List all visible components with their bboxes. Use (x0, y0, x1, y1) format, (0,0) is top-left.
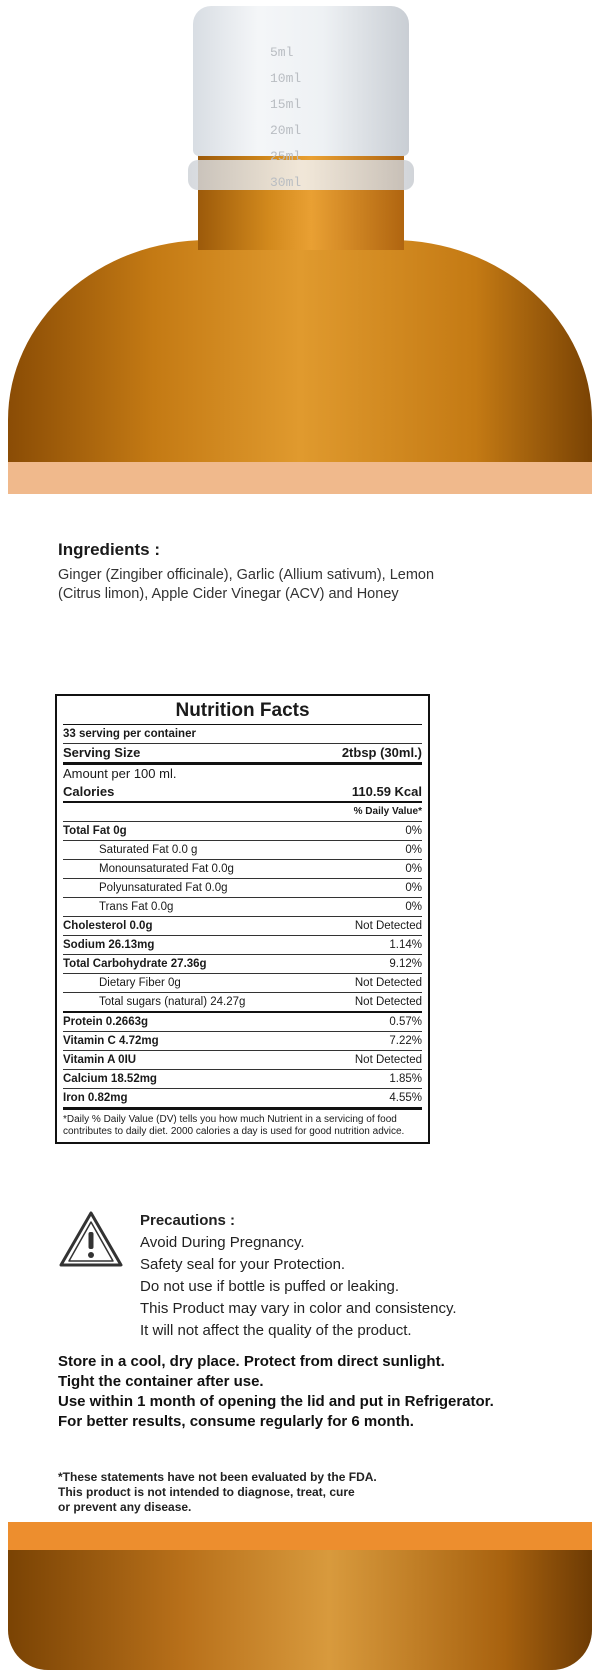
daily-value-footnote: *Daily % Daily Value (DV) tells you how much Nutrient in a servicing of food contributes to daily diet. 2000 calories a day is used for good nutrition advice. (63, 1114, 405, 1137)
nutrient-value: 0.57% (389, 1016, 422, 1028)
nutrient-label: Trans Fat 0.0g (99, 901, 174, 913)
nutrient-value: Not Detected (354, 1054, 422, 1066)
fda-disclaimer (58, 1470, 377, 1515)
storage-line: For better results, consume regularly for 6 month. (58, 1413, 414, 1430)
nutrient-value: 0% (405, 844, 422, 856)
precaution-line: Safety seal for your Protection. (140, 1256, 346, 1273)
nutrient-value: 9.12% (389, 958, 422, 970)
nutrient-label: Sodium 26.13mg (63, 939, 155, 951)
cap-measure-marks (270, 40, 350, 196)
serving-size-row (63, 744, 422, 765)
nutrient-value: 1.14% (389, 939, 422, 951)
daily-value-header: % Daily Value* (353, 806, 422, 817)
nutrient-row (63, 822, 422, 841)
nutrient-row (63, 841, 422, 860)
nutrient-value: 4.55% (389, 1092, 422, 1104)
ingredients-text: Ginger (Zingiber officinale), Garlic (Allium sativum), Lemon (Citrus limon), Apple Cider Vinegar (ACV) and Honey (58, 567, 435, 602)
nutrient-row (63, 1051, 422, 1070)
serving-size-value: 2tbsp (30ml.) (341, 745, 422, 760)
nutrient-row (63, 1089, 422, 1110)
nutrient-row (63, 936, 422, 955)
nutrient-label: Vitamin A 0IU (63, 1054, 137, 1066)
label-top-band (8, 462, 592, 496)
servings-text: 33 serving per container (63, 728, 196, 740)
nutrient-row (63, 898, 422, 917)
nutrient-value: 0% (405, 825, 422, 837)
precautions-title: Precautions : (140, 1212, 236, 1229)
amount-per-row (63, 765, 422, 783)
nutrient-label: Vitamin C 4.72mg (63, 1035, 159, 1047)
nutrient-value: 1.85% (389, 1073, 422, 1085)
nutrient-row (63, 1013, 422, 1032)
ingredients-title: Ingredients : (58, 540, 161, 559)
nutrient-label: Total sugars (natural) 24.27g (99, 996, 246, 1008)
nutrient-label: Protein 0.2663g (63, 1016, 149, 1028)
nutrient-row (63, 917, 422, 936)
bottle-shoulder-liquid (8, 240, 592, 470)
cap-mark: 20ml (270, 123, 302, 138)
nutrient-row (63, 993, 422, 1013)
nutrient-label: Iron 0.82mg (63, 1092, 128, 1104)
nutrient-value: 7.22% (389, 1035, 422, 1047)
nutrition-title: Nutrition Facts (63, 696, 422, 725)
storage-line: Use within 1 month of opening the lid and put in Refrigerator. (58, 1393, 494, 1410)
nutrient-value: 0% (405, 863, 422, 875)
precautions-block (140, 1210, 457, 1342)
nutrient-row (63, 860, 422, 879)
fda-line: *These statements have not been evaluated by the FDA. (58, 1470, 377, 1484)
nutrient-row (63, 879, 422, 898)
cap-mark: 30ml (270, 175, 302, 190)
nutrient-label: Saturated Fat 0.0 g (99, 844, 198, 856)
nutrient-value: Not Detected (354, 920, 422, 932)
nutrient-label: Dietary Fiber 0g (99, 977, 181, 989)
nutrient-row (63, 955, 422, 974)
nutrient-label: Monounsaturated Fat 0.0g (99, 863, 234, 875)
serving-size-label: Serving Size (63, 745, 141, 760)
nutrient-value: Not Detected (354, 977, 422, 989)
servings-row (63, 725, 422, 744)
nutrient-label: Total Carbohydrate 27.36g (63, 958, 207, 970)
fda-line: or prevent any disease. (58, 1500, 192, 1514)
precaution-line: Avoid During Pregnancy. (140, 1234, 305, 1251)
cap-mark: 5ml (270, 45, 294, 60)
bottle-base (8, 1550, 592, 1670)
precaution-line: Do not use if bottle is puffed or leaking. (140, 1278, 400, 1295)
nutrient-label: Total Fat 0g (63, 825, 127, 837)
label-bottom-band (8, 1522, 592, 1552)
precaution-line: This Product may vary in color and consistency. (140, 1300, 457, 1317)
cap-mark: 10ml (270, 71, 302, 86)
cap-mark: 25ml (270, 149, 302, 164)
nutrient-row (63, 1032, 422, 1051)
cap-mark: 15ml (270, 97, 302, 112)
nutrient-row (63, 1070, 422, 1089)
nutrient-value: 0% (405, 901, 422, 913)
nutrient-label: Cholesterol 0.0g (63, 920, 153, 932)
nutrient-row (63, 974, 422, 993)
storage-line: Store in a cool, dry place. Protect from direct sunlight. (58, 1353, 445, 1370)
calories-value: 110.59 Kcal (351, 784, 422, 799)
nutrient-value: Not Detected (354, 996, 422, 1008)
calories-row (63, 783, 422, 803)
nutrient-label: Polyunsaturated Fat 0.0g (99, 882, 228, 894)
fda-line: This product is not intended to diagnose, treat, cure (58, 1485, 355, 1499)
storage-instructions (58, 1352, 494, 1432)
nutrition-facts-panel (55, 694, 430, 1144)
storage-line: Tight the container after use. (58, 1373, 264, 1390)
nutrient-label: Calcium 18.52mg (63, 1073, 157, 1085)
nutrient-value: 0% (405, 882, 422, 894)
amount-per-text: Amount per 100 ml. (63, 766, 177, 781)
daily-value-header-row (63, 803, 422, 822)
precaution-line: It will not affect the quality of the product. (140, 1322, 412, 1339)
calories-label: Calories (63, 784, 115, 799)
warning-triangle-icon (58, 1210, 124, 1273)
